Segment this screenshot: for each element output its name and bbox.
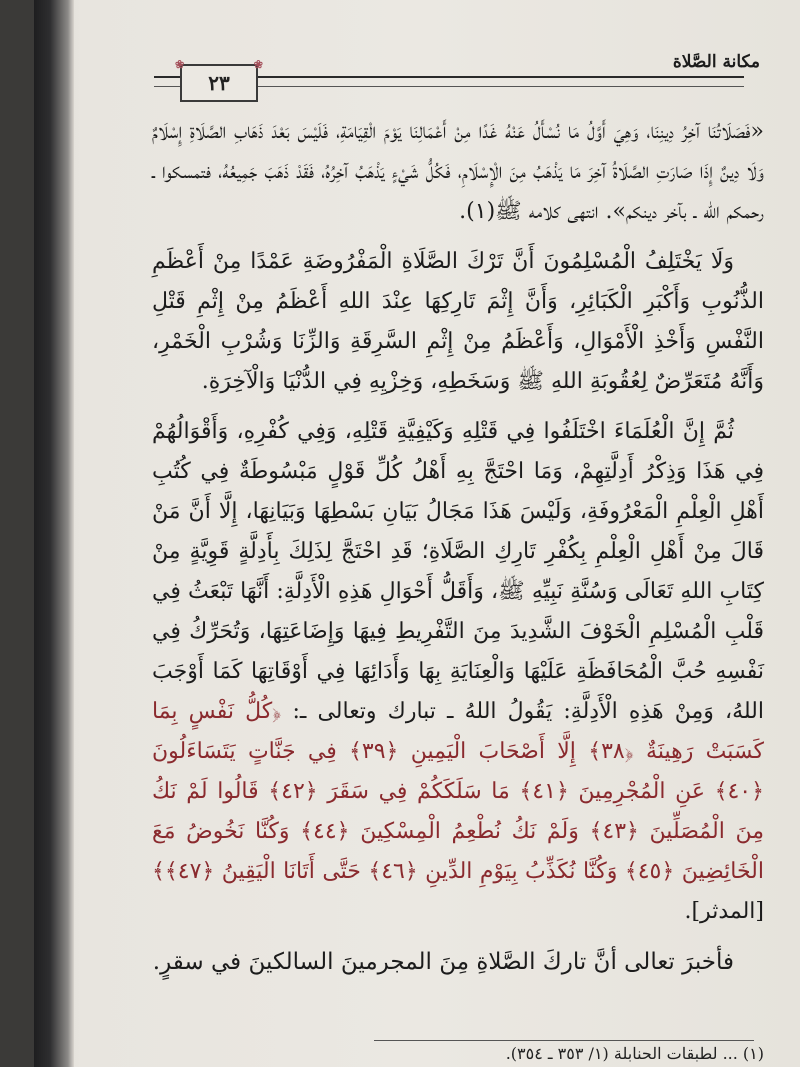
book-page	[34, 0, 800, 1067]
body-text	[152, 112, 764, 1005]
book-binding	[34, 0, 74, 1067]
running-title: مكانة الصَّلاة	[672, 52, 760, 72]
paragraph-quote: «فَصَلَاتُنَا آخِرُ دِينِنَا، وَهِيَ أَوَّلُ مَا نُسْأَلُ عَنْهُ غَدًا مِنْ أَعْمَالِنَا يَوْمَ الْقِيَامَةِ، فَلَيْسَ بَعْدَ ذَهَابِ الصَّلَاةِ إِسْلَامٌ وَلَا دِينٌ إِذَا صَارَتِ الصَّلَاةُ آخِرَ مَا يَذْهَبُ مِنَ الْإِسْلَامِ، فَكُلُّ شَيْءٍ يَذْهَبُ آخِرُهُ، فَقَدْ ذَهَبَ جَمِيعُهُ، فتمسكوا ـ رحمكم الله ـ بآخر دينكم». انتهى كلامه ﷺ(١).	[152, 119, 764, 224]
closing-paragraph: فأخبرَ تعالى أنَّ تاركَ الصَّلاةِ مِنَ المجرمينَ السالكينَ في سقرٍ.	[152, 949, 734, 975]
footnote: (١) ... لطبقات الحنابلة (١/ ٣٥٣ ـ ٣٥٤).	[505, 1044, 764, 1063]
quran-source: [المدثر].	[684, 899, 764, 924]
quran-verses: ﴿كُلُّ نَفْسٍ بِمَا كَسَبَتْ رَهِينَةٌ ﴿٣٨﴾ إِلَّا أَصْحَابَ الْيَمِينِ ﴿٣٩﴾ فِي جَنَّاتٍ يَتَسَاءَلُونَ ﴿٤٠﴾ عَنِ الْمُجْرِمِينَ ﴿٤١﴾ مَا سَلَكَكُمْ فِي سَقَرَ ﴿٤٢﴾ قَالُوا لَمْ نَكُ مِنَ الْمُصَلِّينَ ﴿٤٣﴾ وَلَمْ نَكُ نُطْعِمُ الْمِسْكِينَ ﴿٤٤﴾ وَكُنَّا نَخُوضُ مَعَ الْخَائِضِينَ ﴿٤٥﴾ وَكُنَّا نُكَذِّبُ بِيَوْمِ الدِّينِ ﴿٤٦﴾ حَتَّى أَتَانَا الْيَقِينُ ﴿٤٧﴾﴾	[152, 699, 765, 884]
paragraph-sins: وَلَا يَخْتَلِفُ الْمُسْلِمُونَ أَنَّ تَرْكَ الصَّلَاةِ الْمَفْرُوضَةِ عَمْدًا مِنْ أَعْظَمِ الذُّنُوبِ وَأَكْبَرِ الْكَبَائِرِ، وَأَنَّ إِثْمَ تَارِكِهَا عِنْدَ اللهِ أَعْظَمُ مِنْ إِثْمِ قَتْلِ النَّفْسِ وَأَخْذِ الْأَمْوَالِ، وَأَعْظَمُ مِنْ إِثْمِ السَّرِقَةِ وَالزِّنَا وَشُرْبِ الْخَمْرِ، وَأَنَّهُ مُتَعَرِّضٌ لِعُقُوبَةِ اللهِ ﷺ وَسَخَطِهِ، وَخِزْيِهِ فِي الدُّنْيَا وَالْآخِرَةِ.	[152, 249, 764, 394]
footnote-rule	[374, 1040, 754, 1041]
paragraph-scholars	[152, 412, 764, 932]
page-number: ❀ ٢٣ ❀	[180, 64, 258, 102]
paragraph-scholars-text: ثُمَّ إِنَّ الْعُلَمَاءَ اخْتَلَفُوا فِي قَتْلِهِ وَكَيْفِيَّةِ قَتْلِهِ، وَفِي كُفْرِهِ، وَأَقْوَالُهُمْ فِي هَذَا وَذِكْرُ أَدِلَّتِهِمْ، وَمَا احْتَجَّ بِهِ أَهْلُ كُلِّ قَوْلٍ مَبْسُوطَةٌ فِي كُتُبِ أَهْلِ الْعِلْمِ الْمَعْرُوفَةِ، وَلَيْسَ هَذَا مَجَالُ بَيَانِ بَسْطِهَا وَبَيَانِهَا، إِلَّا أَنَّ مَنْ قَالَ مِنْ أَهْلِ الْعِلْمِ بِكُفْرِ تَارِكِ الصَّلَاةِ؛ قَدِ احْتَجَّ لِذَلِكَ بِأَدِلَّةٍ قَوِيَّةٍ مِنْ كِتَابِ اللهِ تَعَالَى وَسُنَّةِ نَبِيِّهِ ﷺ، وَأَقَلُّ أَحْوَالِ هَذِهِ الْأَدِلَّةِ: أَنَّهَا تَبْعَثُ فِي قَلْبِ الْمُسْلِمِ الْخَوْفَ الشَّدِيدَ مِنَ التَّفْرِيطِ فِيهَا وَإِضَاعَتِهَا، وَتُحَرِّكُ فِي نَفْسِهِ حُبَّ الْمُحَافَظَةِ عَلَيْهَا وَالْعِنَايَةِ بِهَا وَأَدَائِهَا فِي أَوْقَاتِهَا كَمَا أَوْجَبَ اللهُ، وَمِنْ هَذِهِ الْأَدِلَّةِ: يَقُولُ اللهُ ـ تبارك وتعالى ـ:	[152, 419, 764, 724]
